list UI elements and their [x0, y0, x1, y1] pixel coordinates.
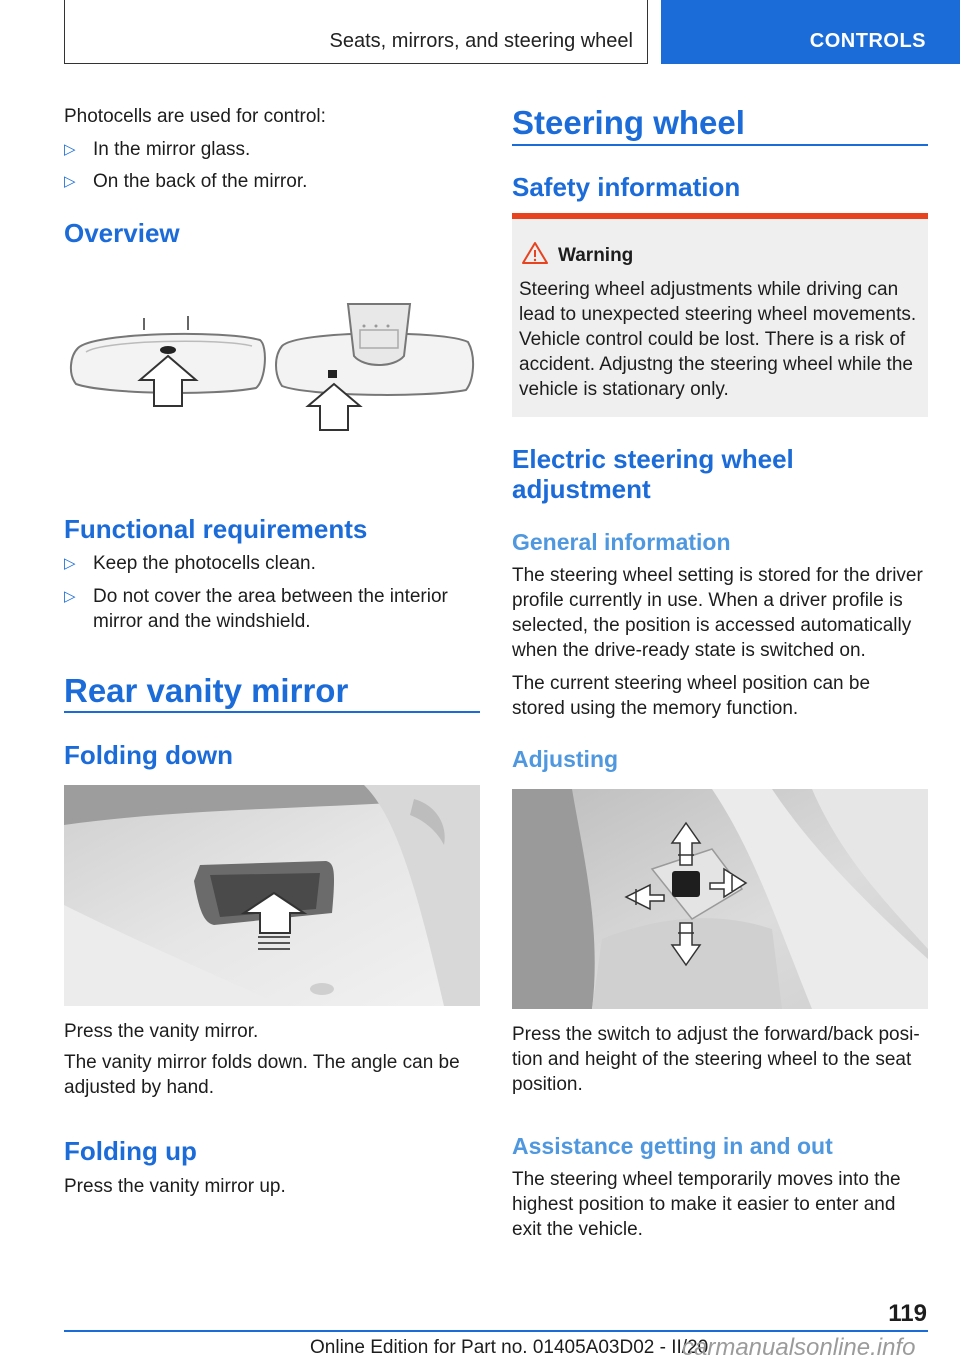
- mirror-photocell-illustration: [64, 296, 480, 436]
- footer-divider: [64, 1330, 928, 1332]
- electric-adjustment-heading: Electric steering wheel adjustment: [512, 444, 794, 504]
- adjusting-heading: Adjusting: [512, 746, 619, 772]
- warning-title: Warning: [558, 245, 634, 266]
- triangle-bullet-icon: ▷: [64, 173, 76, 190]
- warning-box: [512, 213, 928, 417]
- safety-information-heading: Safety information: [512, 172, 741, 202]
- folding-up-instruction: Press the vanity mirror up.: [64, 1176, 286, 1197]
- watermark[interactable]: carmanualsonline.info: [682, 1334, 916, 1361]
- overview-heading: Overview: [64, 218, 180, 248]
- general-information-heading: General information: [512, 529, 731, 555]
- header-chapter-tab[interactable]: [661, 0, 960, 64]
- folding-down-heading: Folding down: [64, 740, 233, 770]
- header-section-tab: [64, 0, 648, 64]
- triangle-bullet-icon: ▷: [64, 141, 76, 158]
- folding-up-heading: Folding up: [64, 1136, 197, 1166]
- adjusting-instruction: Press the switch to adjust the forward/back position and height of the steering wheel to the seat position.: [512, 1024, 920, 1095]
- assistance-text: The steering wheel temporarily moves into the highest position to make it easier to enter and exit the vehicle.: [512, 1169, 901, 1240]
- section-divider: [512, 144, 928, 146]
- folding-down-instruction: Press the vanity mirror.: [64, 1021, 259, 1042]
- page-number: 119: [888, 1300, 927, 1327]
- triangle-bullet-icon: ▷: [64, 555, 76, 572]
- section-divider: [64, 711, 480, 713]
- folding-down-description: The vanity mirror folds down. The angle can be adjusted by hand.: [64, 1052, 460, 1098]
- general-information-text: The steering wheel setting is stored for the driver profile currently in use. When a driver profile is selected, the position is accessed automatically when the drive-ready state is switched on.: [512, 565, 923, 661]
- warning-triangle-icon: [521, 241, 549, 265]
- steering-wheel-heading: Steering wheel: [512, 104, 745, 141]
- memory-function-text: The current steering wheel position can be stored using the memory function.: [512, 673, 871, 719]
- vanity-mirror-photo: [64, 785, 480, 1006]
- triangle-bullet-icon: ▷: [64, 588, 76, 605]
- warning-text: Steering wheel adjustments while driving can lead to unexpected steering wheel movements. Vehicle control could be lost. There is a risk of accident. Adjustng the steering wheel while the vehicle is stationary only.: [519, 279, 917, 400]
- assistance-heading: Assistance getting in and out: [512, 1133, 833, 1159]
- steering-adjustment-switch-photo: [512, 789, 928, 1009]
- chapter-label: CONTROLS: [809, 30, 926, 52]
- functional-requirements-heading: Functional requirements: [64, 514, 368, 544]
- rear-vanity-mirror-heading: Rear vanity mirror: [64, 672, 349, 709]
- intro-text: Photocells are used for control:: [64, 106, 326, 127]
- section-title: Seats, mirrors, and steering wheel: [329, 30, 633, 52]
- edition-text: Online Edition for Part no. 01405A03D02 - II/20: [310, 1337, 709, 1358]
